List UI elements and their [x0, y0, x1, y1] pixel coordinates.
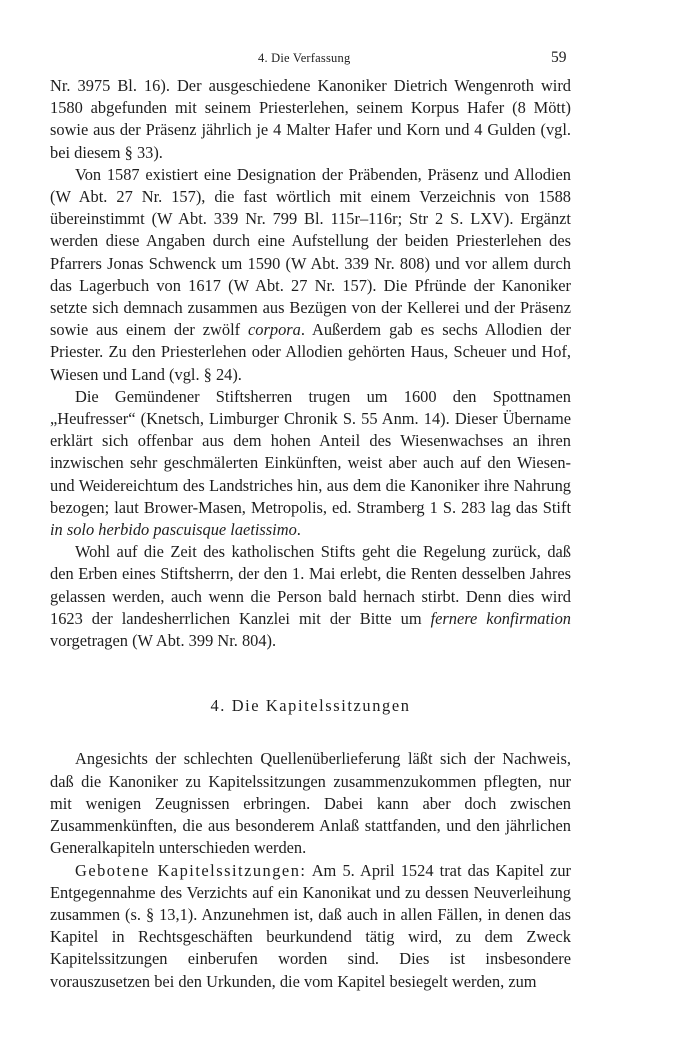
text-run: Die Gemündener Stiftsherren trugen um 1600 den Spottnamen „Heufresser“ (Knetsch, Limburger Chronik S. 55 Anm. 14). Dieser Übername erklärt sich offenbar aus dem hohen Anteil des Wiesenwachses an ihren inzwischen sehr geschmälerten Einkünften, weist aber auch auf den Wiesen- und Weidereichtum des Landstriches hin, aus dem die Kanoniker ihre Nahrung bezogen; laut Brower-Masen, Metropolis, ed. Stramberg 1 S. 283 lag das Stift	[50, 386, 571, 517]
italic-quote: in solo herbido pascuisque laetissimo	[50, 520, 297, 540]
paragraph	[50, 386, 571, 541]
text-run: Angesichts der schlechten Quellenüberlieferung läßt sich der Nachweis, daß die Kanoniker zu Kapitelssitzungen zusammenzukommen pflegten, nur mit wenigen Zeugnissen erbringen. Dabei kann aber doch zwischen Zusammenkünften, die aus besonderem Anlaß stattfanden, und den jährlichen Generalkapiteln unterschieden werden.	[50, 749, 571, 858]
text-run: . Außerdem gab es sechs Allodien der Priester. Zu den Priesterlehen oder Allodien gehörten Haus, Scheuer und Hof, Wiesen und Land (vgl. § 24).	[50, 320, 571, 384]
text-run: Nr. 3975 Bl. 16). Der ausgeschiedene Kanoniker Dietrich Wengenroth wird 1580 abgefunden mit seinem Priesterlehen, seinem Korpus Hafer (8 Mött) sowie aus der Präsenz jährlich je 4 Malter Hafer und Korn und 4 Gulden (vgl. bei diesem § 33).	[50, 76, 571, 162]
running-head: 4. Die Verfassung	[258, 51, 351, 65]
page-header	[0, 49, 700, 71]
page-number: 59	[551, 49, 567, 66]
section-heading: 4. Die Kapitelssitzungen	[210, 696, 411, 716]
italic-term: fernere konfirmation	[430, 608, 571, 628]
paragraph	[50, 75, 571, 164]
text-run: vorgetragen (W Abt. 399 Nr. 804).	[50, 631, 277, 651]
text-run: Am 5. April 1524 trat das Kapitel zur Entgegennahme des Verzichts auf ein Kanonikat und zu dessen Neuverleihung zusammen (s. § 13,1). Anzunehmen ist, daß auch in allen Fällen, in denen das Kapitel in Rechtsgeschäften beurkundend tätig wird, zu dem Zweck Kapitelssitzungen einberufen worden sind. Dies ist insbesondere vorauszusetzen bei den Urkunden, die vom Kapitel besiegelt werden, zum	[50, 860, 571, 991]
page-body	[50, 75, 571, 993]
text-run: .	[296, 520, 301, 540]
text-run: Wohl auf die Zeit des katholischen Stifts geht die Regelung zurück, daß den Erben eines Stiftsherrn, der den 1. Mai erlebt, die Renten desselben Jahres gelassen werden, auch wenn die Person bald hernach stirbt. Denn dies wird 1623 der landesherrlichen Kanzlei mit der Bitte um	[50, 542, 571, 628]
paragraph	[50, 748, 571, 859]
paragraph	[50, 541, 571, 652]
text-run: Von 1587 existiert eine Designation der Präbenden, Präsenz und Allodien (W Abt. 27 Nr. 157), die fast wörtlich mit einem Verzeichnis von 1588 übereinstimmt (W Abt. 339 Nr. 799 Bl. 115r–116r; Str 2 S. LXV). Ergänzt werden diese Angaben durch eine Aufstellung der beiden Priesterlehen des Pfarrers Jonas Schwenck um 1590 (W Abt. 339 Nr. 808) und vor allem durch das Lagerbuch von 1617 (W Abt. 27 Nr. 157). Die Pfründe der Kanoniker setzte sich demnach zusammen aus Bezügen von der Kellerei und der Präsenz sowie aus einem der zwölf	[50, 164, 571, 340]
paragraph	[50, 860, 571, 993]
italic-term: corpora	[248, 320, 301, 340]
run-in-heading: Gebotene Kapitelssitzungen:	[75, 860, 307, 880]
paragraph	[50, 164, 571, 386]
